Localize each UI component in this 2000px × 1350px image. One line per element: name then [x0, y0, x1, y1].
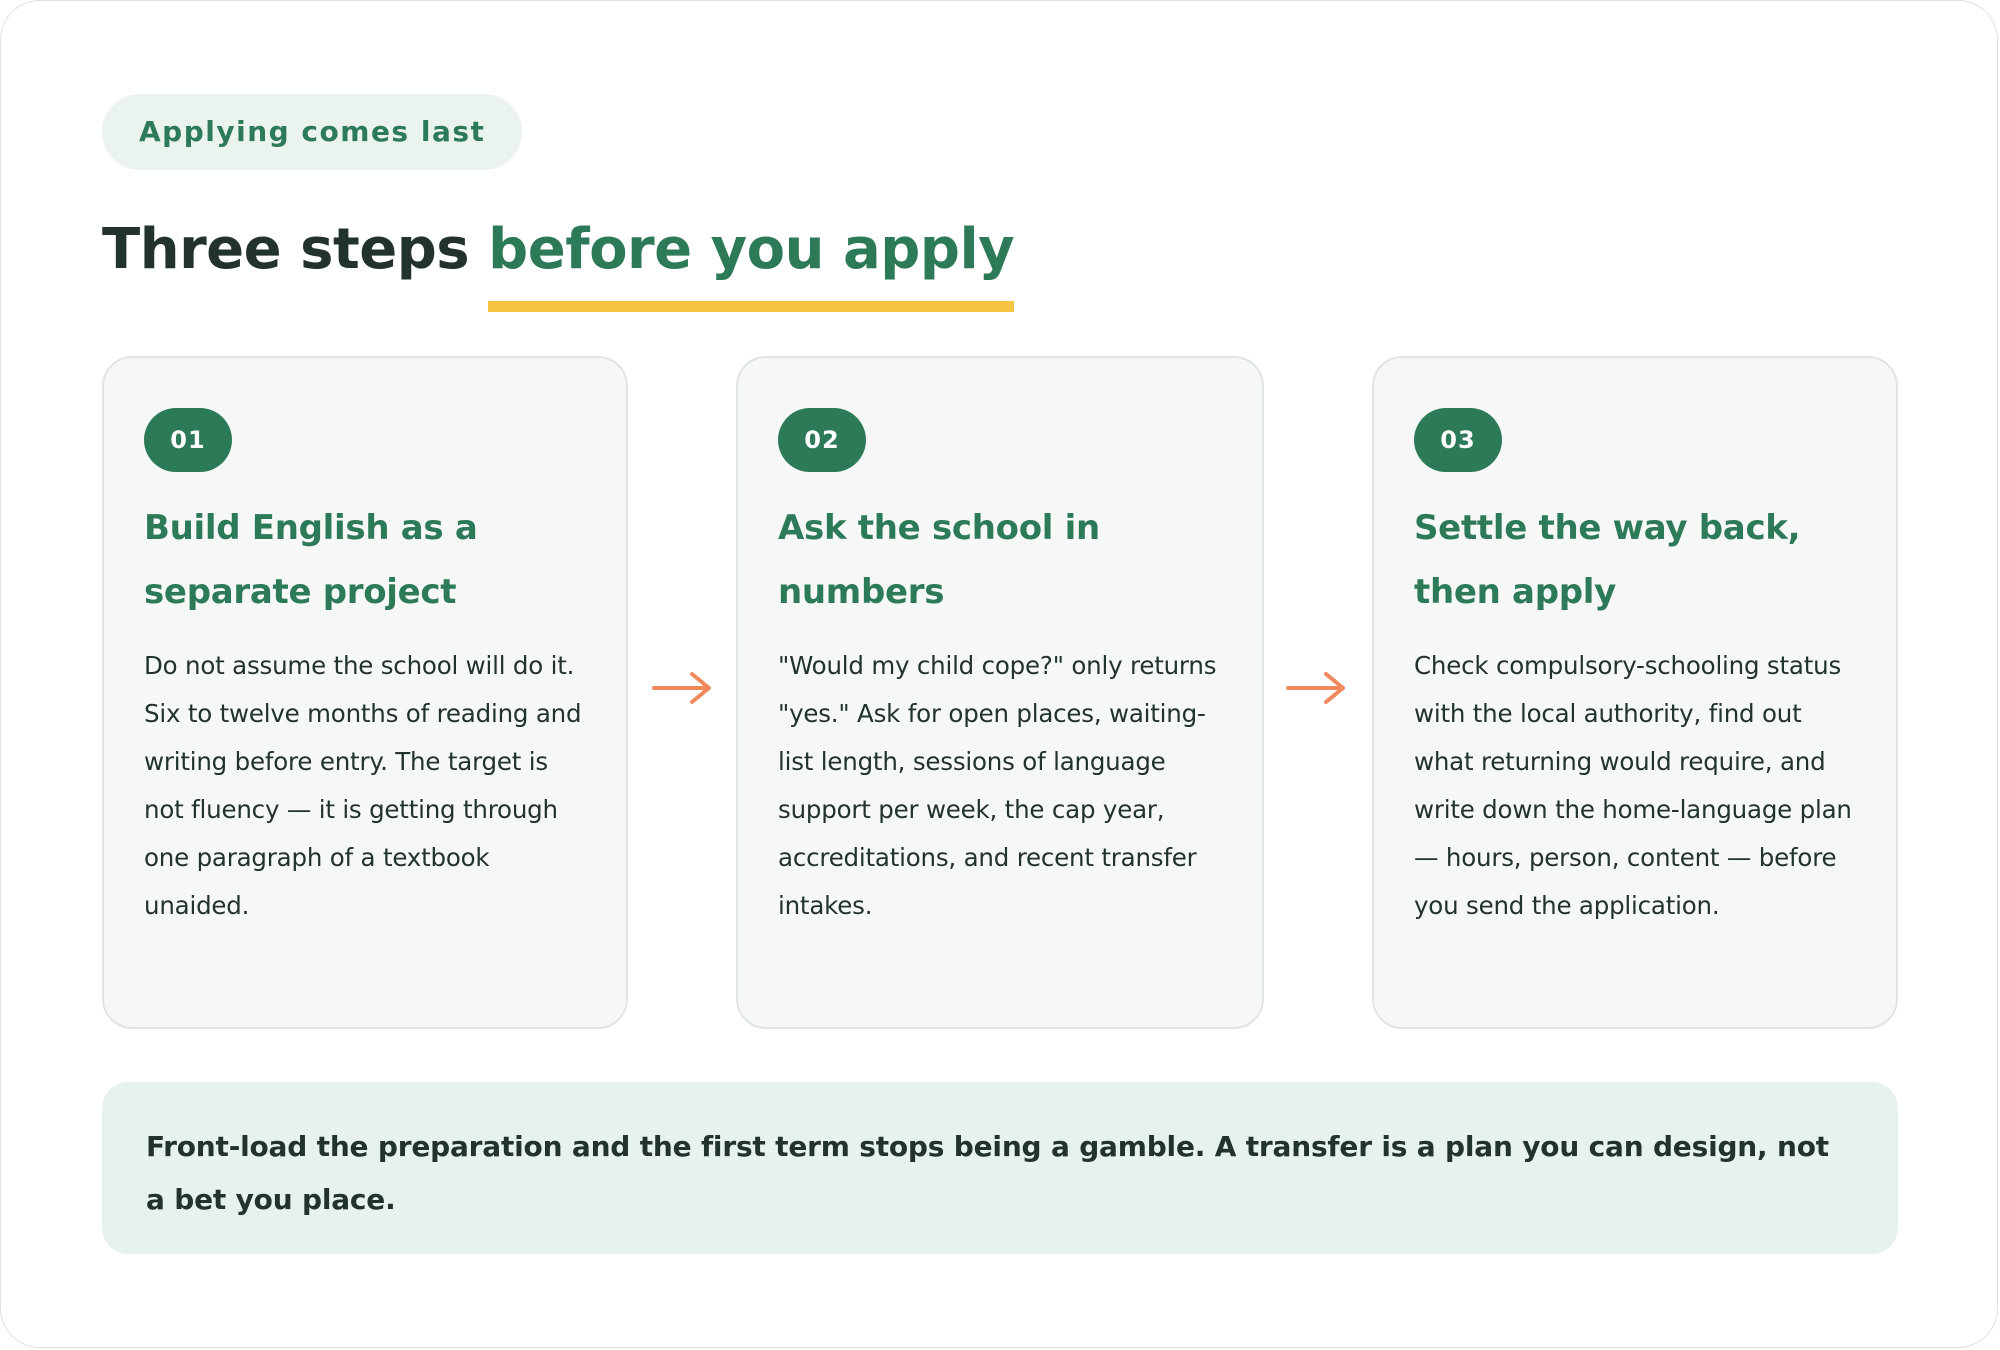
step-number-badge: 02 — [778, 408, 866, 472]
step-description: "Would my child cope?" only returns "yes." Ask for open places, waiting-list length, sessions of language support per week, the cap year, accreditations, and recent transfer intakes. — [778, 651, 1217, 920]
step-description: Do not assume the school will do it. Six to twelve months of reading and writing before entry. The target is not fluency — it is getting through one paragraph of a textbook unaided. — [144, 651, 582, 920]
step-title — [778, 496, 1222, 624]
eyebrow-pill: Applying comes last — [102, 94, 522, 170]
step-title-line: then apply — [1414, 572, 1616, 612]
page-title — [102, 212, 1014, 288]
step-card-3 — [1372, 356, 1898, 1029]
title-lead: Three steps — [102, 217, 470, 282]
step-number-badge: 03 — [1414, 408, 1502, 472]
title-accent: before you apply — [488, 212, 1014, 288]
step-title-line: Ask the school in — [778, 508, 1100, 548]
step-title-line: Build English as a — [144, 508, 478, 548]
arrow-right-icon — [1286, 668, 1348, 708]
step-title — [1414, 496, 1856, 624]
step-card-2 — [736, 356, 1264, 1029]
step-number-badge: 01 — [144, 408, 232, 472]
step-card-1 — [102, 356, 628, 1029]
step-title-line: numbers — [778, 572, 945, 612]
step-title-line: Settle the way back, — [1414, 508, 1801, 548]
arrow-right-icon — [652, 668, 714, 708]
step-title — [144, 496, 586, 624]
step-title-line: separate project — [144, 572, 457, 612]
step-description: Check compulsory-schooling status with the local authority, find out what returning would require, and write down the home-language plan — hours, person, content — before you send the application. — [1414, 651, 1852, 920]
summary-callout: Front-load the preparation and the first term stops being a gamble. A transfer is a plan you can design, not a bet you place. — [102, 1082, 1898, 1254]
